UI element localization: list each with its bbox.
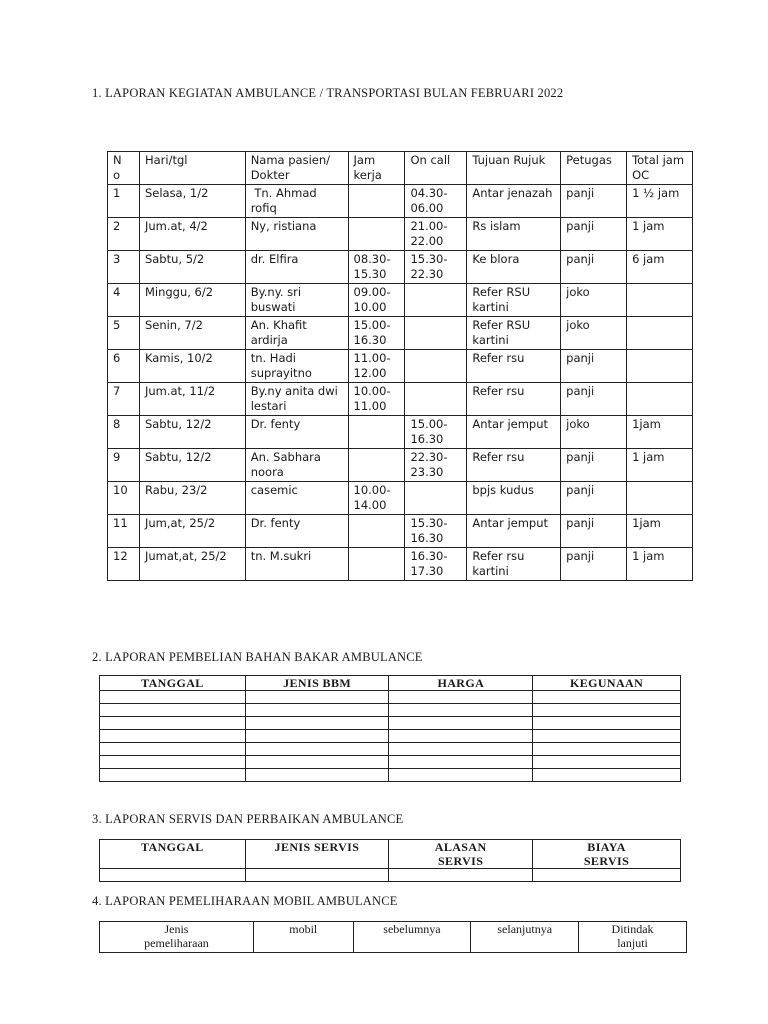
- ambulance-activity-table: [107, 151, 693, 581]
- table-cell: Rabu, 23/2: [139, 482, 245, 515]
- table-cell: 8: [108, 416, 140, 449]
- header-ditindak-lanjuti: Ditindak lanjuti: [579, 922, 687, 953]
- header-alasan-servis: ALASAN SERVIS: [389, 840, 533, 869]
- table-row: [100, 756, 681, 769]
- table-cell: Ny, ristiana: [245, 218, 348, 251]
- table-row: [108, 185, 693, 218]
- table-cell: Antar jemput: [467, 416, 561, 449]
- table-header-row: [100, 922, 687, 953]
- table-cell: 1 ½ jam: [627, 185, 693, 218]
- table-cell: 09.00- 10.00: [348, 284, 405, 317]
- table-cell: panji: [561, 548, 627, 581]
- header-no: N o: [108, 152, 140, 185]
- table-cell: tn. M.sukri: [245, 548, 348, 581]
- header-mobil: mobil: [253, 922, 353, 953]
- table-cell: joko: [561, 317, 627, 350]
- table-cell: [348, 218, 405, 251]
- table-cell: 6 jam: [627, 251, 693, 284]
- table-cell[interactable]: [533, 769, 681, 782]
- table-cell: Rs islam: [467, 218, 561, 251]
- header-jam-kerja: Jam kerja: [348, 152, 405, 185]
- table-row: [108, 350, 693, 383]
- service-repair-table: [99, 839, 681, 882]
- header-tujuan-rujuk: Tujuan Rujuk: [467, 152, 561, 185]
- table-cell: [627, 284, 693, 317]
- table-cell: panji: [561, 449, 627, 482]
- table-cell: Kamis, 10/2: [139, 350, 245, 383]
- table-cell: 11.00- 12.00: [348, 350, 405, 383]
- table-cell: panji: [561, 185, 627, 218]
- table-cell[interactable]: [389, 730, 533, 743]
- table-cell: Jum.at, 4/2: [139, 218, 245, 251]
- table-cell: Antar jemput: [467, 515, 561, 548]
- table-cell: bpjs kudus: [467, 482, 561, 515]
- table-row: [108, 548, 693, 581]
- table-cell: panji: [561, 218, 627, 251]
- header-biaya-servis: BIAYA SERVIS: [533, 840, 681, 869]
- table-cell: 04.30- 06.00: [405, 185, 467, 218]
- table-cell[interactable]: [389, 717, 533, 730]
- table-cell: By.ny anita dwi lestari: [245, 383, 348, 416]
- table-row: [100, 769, 681, 782]
- table-header-row: [100, 676, 681, 691]
- header-kegunaan: KEGUNAAN: [533, 676, 681, 691]
- header-hari-tgl: Hari/tgl: [139, 152, 245, 185]
- table-cell[interactable]: [245, 691, 389, 704]
- header-tanggal: TANGGAL: [100, 840, 246, 869]
- table-cell: Refer rsu: [467, 449, 561, 482]
- table-cell[interactable]: [533, 756, 681, 769]
- table-cell: Tn. Ahmad rofiq: [245, 185, 348, 218]
- table-cell: 1jam: [627, 416, 693, 449]
- table-cell: 5: [108, 317, 140, 350]
- table-cell: [405, 284, 467, 317]
- table-row: [108, 218, 693, 251]
- section1-title: 1. LAPORAN KEGIATAN AMBULANCE / TRANSPORTASI BULAN FEBRUARI 2022: [92, 86, 564, 100]
- table-cell[interactable]: [245, 756, 389, 769]
- maintenance-table: [99, 921, 687, 953]
- table-cell: 08.30- 15.30: [348, 251, 405, 284]
- table-row: [108, 284, 693, 317]
- table-cell[interactable]: [100, 743, 246, 756]
- table-cell[interactable]: [245, 730, 389, 743]
- table-cell: [348, 548, 405, 581]
- table-cell: Sabtu, 12/2: [139, 416, 245, 449]
- table-cell[interactable]: [533, 743, 681, 756]
- table-cell[interactable]: [100, 717, 246, 730]
- table-cell: 16.30- 17.30: [405, 548, 467, 581]
- table-cell: 10.00- 11.00: [348, 383, 405, 416]
- table-cell: 15.30- 22.30: [405, 251, 467, 284]
- table-cell[interactable]: [533, 730, 681, 743]
- table-cell: Refer rsu kartini: [467, 548, 561, 581]
- table-cell: 1 jam: [627, 218, 693, 251]
- fuel-purchase-table: [99, 675, 681, 782]
- table-cell: [627, 383, 693, 416]
- header-nama-pasien: Nama pasien/ Dokter: [245, 152, 348, 185]
- table-row: [100, 691, 681, 704]
- table-cell: [405, 317, 467, 350]
- table-cell: panji: [561, 482, 627, 515]
- table-cell[interactable]: [533, 869, 681, 882]
- table-row: [108, 317, 693, 350]
- table-row: [100, 704, 681, 717]
- table-cell[interactable]: [245, 869, 389, 882]
- table-cell: 15.00- 16.30: [405, 416, 467, 449]
- table-row: [108, 383, 693, 416]
- table-cell: Jum.at, 11/2: [139, 383, 245, 416]
- header-jenis-servis: JENIS SERVIS: [245, 840, 389, 869]
- table-cell: 1: [108, 185, 140, 218]
- table-cell[interactable]: [245, 743, 389, 756]
- table-cell: Refer RSU kartini: [467, 284, 561, 317]
- table-cell[interactable]: [533, 704, 681, 717]
- table-row: [108, 515, 693, 548]
- table-cell: Jumat,at, 25/2: [139, 548, 245, 581]
- table-row: [100, 743, 681, 756]
- table-cell: panji: [561, 251, 627, 284]
- table-cell: 7: [108, 383, 140, 416]
- table-header-row: [108, 152, 693, 185]
- table-cell: [348, 515, 405, 548]
- table-cell: [348, 416, 405, 449]
- table-cell: 21.00- 22.00: [405, 218, 467, 251]
- table-cell: Selasa, 1/2: [139, 185, 245, 218]
- table-cell: Minggu, 6/2: [139, 284, 245, 317]
- table-cell: Ke blora: [467, 251, 561, 284]
- table-row: [108, 449, 693, 482]
- table-cell: [348, 185, 405, 218]
- header-jenis-pemeliharaan: Jenis pemeliharaan: [100, 922, 254, 953]
- table-cell: By.ny. sri buswati: [245, 284, 348, 317]
- table-cell: Sabtu, 12/2: [139, 449, 245, 482]
- table-cell: 6: [108, 350, 140, 383]
- table-cell: dr. Elfira: [245, 251, 348, 284]
- table-cell: 22.30- 23.30: [405, 449, 467, 482]
- table-cell[interactable]: [389, 743, 533, 756]
- table-cell: panji: [561, 383, 627, 416]
- table-cell[interactable]: [245, 717, 389, 730]
- table-cell[interactable]: [100, 869, 246, 882]
- table-cell: joko: [561, 284, 627, 317]
- table-cell: 4: [108, 284, 140, 317]
- table-cell: [627, 350, 693, 383]
- table-cell[interactable]: [245, 769, 389, 782]
- table-cell: [627, 482, 693, 515]
- table-header-row: [100, 840, 681, 869]
- header-sebelumnya: sebelumnya: [353, 922, 471, 953]
- table-cell: Refer RSU kartini: [467, 317, 561, 350]
- header-selanjutnya: selanjutnya: [471, 922, 579, 953]
- table-cell: An. Sabhara noora: [245, 449, 348, 482]
- table-cell[interactable]: [389, 769, 533, 782]
- table-cell: 1 jam: [627, 548, 693, 581]
- header-on-call: On call: [405, 152, 467, 185]
- table-cell[interactable]: [100, 704, 246, 717]
- table-cell: 10.00- 14.00: [348, 482, 405, 515]
- section4-title: 4. LAPORAN PEMELIHARAAN MOBIL AMBULANCE: [92, 894, 398, 908]
- table-cell: 1 jam: [627, 449, 693, 482]
- table-cell: [348, 449, 405, 482]
- table-cell[interactable]: [389, 704, 533, 717]
- table-cell: 3: [108, 251, 140, 284]
- table-row: [100, 717, 681, 730]
- table-cell[interactable]: [100, 756, 246, 769]
- table-cell: tn. Hadi suprayitno: [245, 350, 348, 383]
- table-cell: 1jam: [627, 515, 693, 548]
- table-cell: [627, 317, 693, 350]
- table-cell: Refer rsu: [467, 350, 561, 383]
- header-jenis-bbm: JENIS BBM: [245, 676, 389, 691]
- table-cell: Sabtu, 5/2: [139, 251, 245, 284]
- table-cell: 10: [108, 482, 140, 515]
- table-cell: casemic: [245, 482, 348, 515]
- table-cell: 15.30- 16.30: [405, 515, 467, 548]
- table-cell: 2: [108, 218, 140, 251]
- table-cell: 12: [108, 548, 140, 581]
- table-cell: 11: [108, 515, 140, 548]
- section3-title: 3. LAPORAN SERVIS DAN PERBAIKAN AMBULANCE: [92, 812, 404, 826]
- table-cell: 15.00- 16.30: [348, 317, 405, 350]
- table-cell: Dr. fenty: [245, 416, 348, 449]
- section2-title: 2. LAPORAN PEMBELIAN BAHAN BAKAR AMBULANCE: [92, 650, 423, 664]
- table-row: [100, 730, 681, 743]
- table-cell: An. Khafit ardirja: [245, 317, 348, 350]
- table-cell: Refer rsu: [467, 383, 561, 416]
- table-cell[interactable]: [389, 691, 533, 704]
- table-cell: [405, 383, 467, 416]
- table-cell[interactable]: [245, 704, 389, 717]
- table-cell: Antar jenazah: [467, 185, 561, 218]
- table-cell: panji: [561, 515, 627, 548]
- table-cell: Jum,at, 25/2: [139, 515, 245, 548]
- table-cell: [405, 350, 467, 383]
- table-cell[interactable]: [389, 756, 533, 769]
- header-total-jam: Total jam OC: [627, 152, 693, 185]
- table-cell[interactable]: [100, 691, 246, 704]
- table-cell: Dr. fenty: [245, 515, 348, 548]
- table-row: [108, 482, 693, 515]
- table-cell[interactable]: [100, 730, 246, 743]
- table-cell[interactable]: [389, 869, 533, 882]
- table-cell[interactable]: [533, 691, 681, 704]
- table-cell: [405, 482, 467, 515]
- header-tanggal: TANGGAL: [100, 676, 246, 691]
- header-petugas: Petugas: [561, 152, 627, 185]
- table-cell: Senin, 7/2: [139, 317, 245, 350]
- table-row: [100, 869, 681, 882]
- header-harga: HARGA: [389, 676, 533, 691]
- table-cell: joko: [561, 416, 627, 449]
- table-cell: 9: [108, 449, 140, 482]
- table-cell: panji: [561, 350, 627, 383]
- table-cell[interactable]: [533, 717, 681, 730]
- table-cell[interactable]: [100, 769, 246, 782]
- table-row: [108, 416, 693, 449]
- table-row: [108, 251, 693, 284]
